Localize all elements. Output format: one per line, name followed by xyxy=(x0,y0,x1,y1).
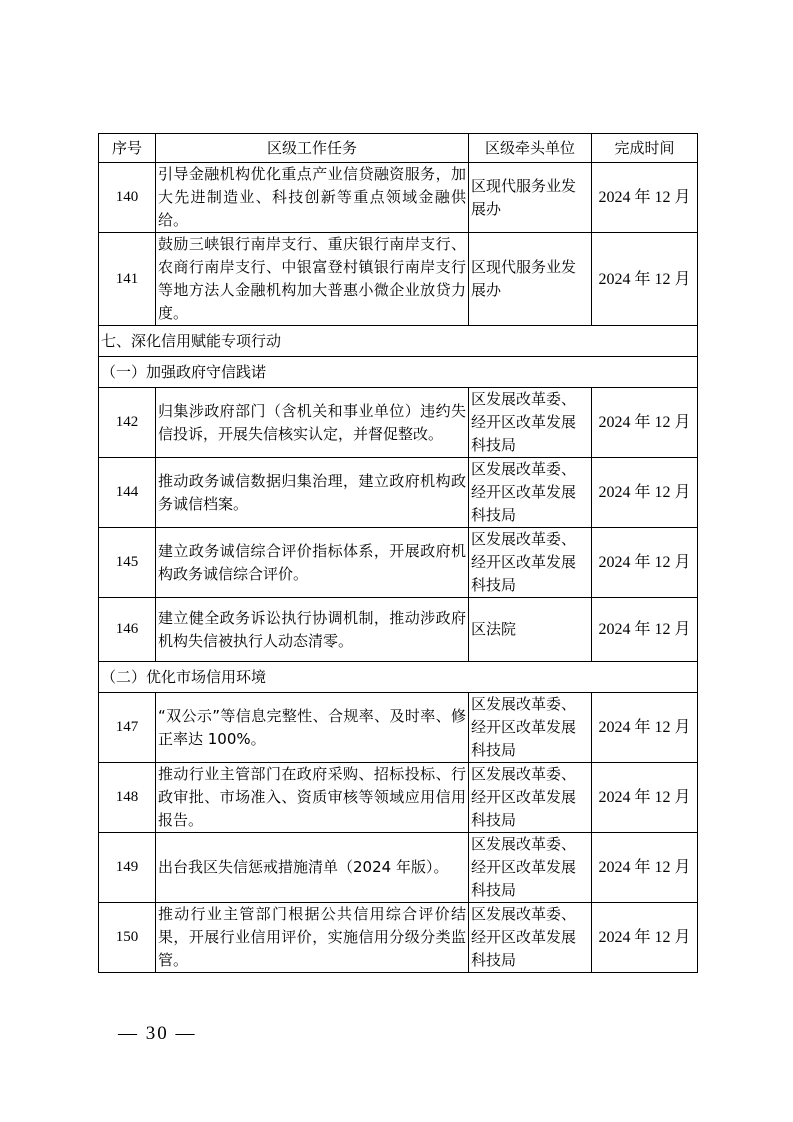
page-number: — 30 — xyxy=(118,1023,197,1044)
row-number: 142 xyxy=(99,388,156,458)
table-row xyxy=(99,833,698,903)
section-row xyxy=(99,357,698,388)
completion-date: 2024 年 12 月 xyxy=(592,903,698,973)
table-row xyxy=(99,388,698,458)
table-row xyxy=(99,233,698,326)
completion-date: 2024 年 12 月 xyxy=(592,833,698,903)
lead-unit: 区现代服务业发展办 xyxy=(469,163,592,233)
completion-date: 2024 年 12 月 xyxy=(592,458,698,528)
task-description: 出台我区失信惩戒措施清单（2024 年版）。 xyxy=(156,833,469,903)
table-row xyxy=(99,903,698,973)
completion-date: 2024 年 12 月 xyxy=(592,693,698,763)
table-row xyxy=(99,163,698,233)
task-description: 引导金融机构优化重点产业信贷融资服务，加大先进制造业、科技创新等重点领域金融供给。 xyxy=(156,163,469,233)
completion-date: 2024 年 12 月 xyxy=(592,528,698,598)
section-title: （二）优化市场信用环境 xyxy=(99,662,698,693)
task-description: 推动政务诚信数据归集治理，建立政府机构政务诚信档案。 xyxy=(156,458,469,528)
row-number: 149 xyxy=(99,833,156,903)
completion-date: 2024 年 12 月 xyxy=(592,763,698,833)
lead-unit: 区发展改革委、经开区改革发展科技局 xyxy=(469,693,592,763)
completion-date: 2024 年 12 月 xyxy=(592,388,698,458)
lead-unit: 区发展改革委、经开区改革发展科技局 xyxy=(469,388,592,458)
completion-date: 2024 年 12 月 xyxy=(592,598,698,662)
row-number: 141 xyxy=(99,233,156,326)
completion-date: 2024 年 12 月 xyxy=(592,233,698,326)
lead-unit: 区发展改革委、经开区改革发展科技局 xyxy=(469,833,592,903)
task-description: 推动行业主管部门在政府采购、招标投标、行政审批、市场准入、资质审核等领域应用信用报告。 xyxy=(156,763,469,833)
row-number: 145 xyxy=(99,528,156,598)
section-row xyxy=(99,326,698,357)
row-number: 150 xyxy=(99,903,156,973)
lead-unit: 区现代服务业发展办 xyxy=(469,233,592,326)
completion-date: 2024 年 12 月 xyxy=(592,163,698,233)
lead-unit: 区发展改革委、经开区改革发展科技局 xyxy=(469,458,592,528)
row-number: 148 xyxy=(99,763,156,833)
lead-unit: 区发展改革委、经开区改革发展科技局 xyxy=(469,763,592,833)
table-row xyxy=(99,598,698,662)
task-description: 鼓励三峡银行南岸支行、重庆银行南岸支行、农商行南岸支行、中银富登村镇银行南岸支行等地方法人金融机构加大普惠小微企业放贷力度。 xyxy=(156,233,469,326)
row-number: 146 xyxy=(99,598,156,662)
table-row xyxy=(99,693,698,763)
table-row xyxy=(99,763,698,833)
table-header-row xyxy=(99,134,698,163)
task-description: 建立健全政务诉讼执行协调机制，推动涉政府机构失信被执行人动态清零。 xyxy=(156,598,469,662)
task-description: “双公示”等信息完整性、合规率、及时率、修正率达 100%。 xyxy=(156,693,469,763)
row-number: 144 xyxy=(99,458,156,528)
section-title: 七、深化信用赋能专项行动 xyxy=(99,326,698,357)
task-description: 归集涉政府部门（含机关和事业单位）违约失信投诉，开展失信核实认定，并督促整改。 xyxy=(156,388,469,458)
header-date: 完成时间 xyxy=(592,134,698,163)
lead-unit: 区发展改革委、经开区改革发展科技局 xyxy=(469,903,592,973)
task-description: 推动行业主管部门根据公共信用综合评价结果，开展行业信用评价，实施信用分级分类监管。 xyxy=(156,903,469,973)
task-table xyxy=(98,133,698,973)
section-title: （一）加强政府守信践诺 xyxy=(99,357,698,388)
lead-unit: 区法院 xyxy=(469,598,592,662)
lead-unit: 区发展改革委、经开区改革发展科技局 xyxy=(469,528,592,598)
header-task: 区级工作任务 xyxy=(156,134,469,163)
header-no: 序号 xyxy=(99,134,156,163)
table-row xyxy=(99,458,698,528)
row-number: 140 xyxy=(99,163,156,233)
header-unit: 区级牵头单位 xyxy=(469,134,592,163)
section-row xyxy=(99,662,698,693)
table-row xyxy=(99,528,698,598)
row-number: 147 xyxy=(99,693,156,763)
task-description: 建立政务诚信综合评价指标体系，开展政府机构政务诚信综合评价。 xyxy=(156,528,469,598)
